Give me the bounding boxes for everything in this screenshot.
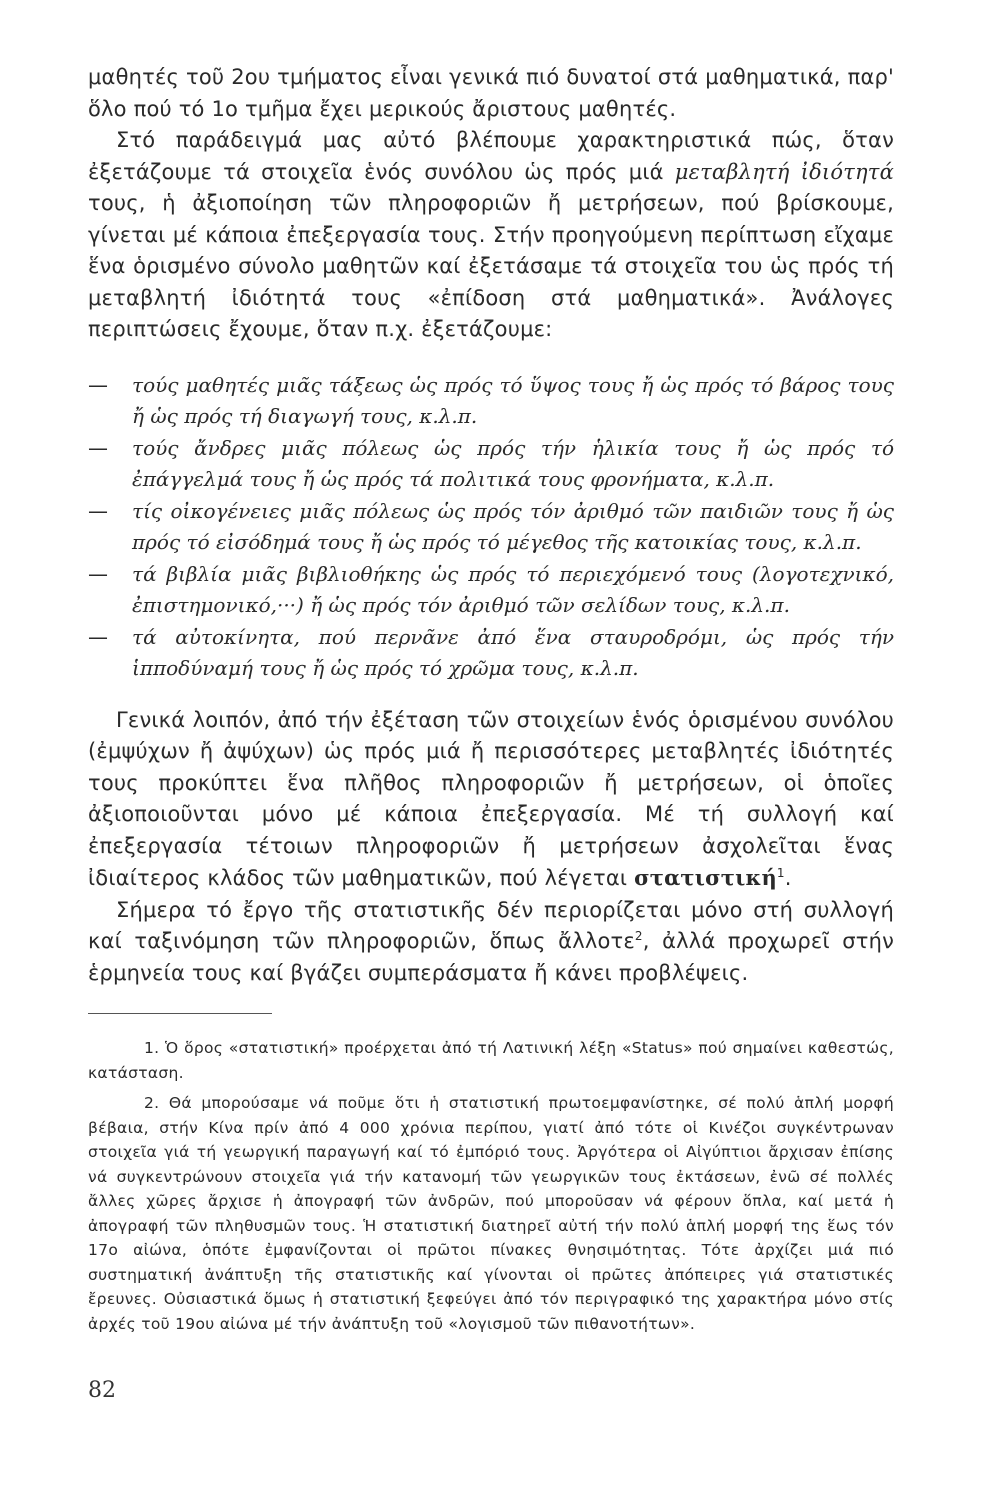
paragraph-4-text-a: Σήμερα τό ἔργο τῆς στατιστικῆς δέν περιορίζεται μόνο στή συλλογή καί ταξινόμηση τῶν πληροφοριῶν, ὅπως ἄλλοτε xyxy=(88,897,894,953)
list-dash: — xyxy=(88,561,108,586)
list-item-text: τίς οἰκογένειες μιᾶς πόλεως ὡς πρός τόν ἀριθμό τῶν παιδιῶν τους ἤ ὡς πρός τό εἰσόδημά τους ἤ ὡς πρός τό μέγεθος τῆς κατοικίας τους, κ.λ.π. xyxy=(132,498,894,554)
paragraph-3-end: . xyxy=(784,866,792,890)
page-number: 82 xyxy=(88,1378,116,1403)
paragraph-1: μαθητές τοῦ 2ου τμήματος εἶναι γενικά πιό δυνατοί στά μαθηματικά, παρ' ὅλο πού τό 1ο τμῆμα ἔχει μερικούς ἄριστους μαθητές. xyxy=(88,65,894,121)
footnote-ref-2[interactable]: 2 xyxy=(634,929,643,943)
paragraph-2-text-b: τους, ἡ ἀξιοποίηση τῶν πληροφοριῶν ἤ μετρήσεων, πού βρίσκουμε, γίνεται μέ κάποια ἐπεξεργασία τους. Στήν προηγούμενη περίπτωση εἴχαμε ἕνα ὁρισμένο σύνολο μαθητῶν καί ἐξετάσαμε τά στοιχεῖα του ὡς πρός τή μεταβλητή ἰδιότητά τους «ἐπίδοση στά μαθηματικά». Ἀνάλογες περιπτώσεις ἔχουμε, ὅταν π.χ. ἐξετάζουμε: xyxy=(88,191,894,341)
list-item xyxy=(88,433,894,496)
paragraph-4-text-b: , ἀλλά προχωρεῖ στήν ἑρμηνεία τους καί βγάζει συμπεράσματα ἤ κάνει προβλέψεις. xyxy=(88,929,895,985)
list-item xyxy=(88,370,894,433)
paragraph-4 xyxy=(88,895,894,990)
list-dash: — xyxy=(88,498,108,523)
list-item-text: τούς ἄνδρες μιᾶς πόλεως ὡς πρός τήν ἡλικία τους ἤ ὡς πρός τό ἐπάγγελμά τους ἤ ὡς πρός τά πολιτικά τους φρονήματα, κ.λ.π. xyxy=(132,435,894,491)
list-item-text: τούς μαθητές μιᾶς τάξεως ὡς πρός τό ὕψος τους ἤ ὡς πρός τό βάρος τους ἤ ὡς πρός τή διαγωγή τους, κ.λ.π. xyxy=(132,372,894,428)
list-dash: — xyxy=(88,435,108,460)
list-item xyxy=(88,496,894,559)
paragraph-2 xyxy=(88,125,894,346)
footnote-divider xyxy=(88,1013,272,1014)
paragraph-3 xyxy=(88,705,894,895)
list-item xyxy=(88,622,894,685)
paragraph-3-text: Γενικά λοιπόν, ἀπό τήν ἐξέταση τῶν στοιχείων ἑνός ὁρισμένου συνόλου (ἐμψύχων ἤ ἀψύχων) ὡς πρός μιά ἤ περισσότερες μεταβλητές ἰδιότητές τους προκύπτει ἕνα πλῆθος πληροφοριῶν ἤ μετρήσεων, οἱ ὁποῖες ἀξιοποιοῦνται μόνο μέ κάποια ἐπεξεργασία. Μέ τή συλλογή καί ἐπεξεργασία τέτοιων πληροφοριῶν ἤ μετρήσεων ἀσχολεῖται ἕνας ἰδιαίτερος κλάδος τῶν μαθηματικῶν, πού λέγεται xyxy=(88,707,894,890)
footnote-1: 1. Ὁ ὅρος «στατιστική» προέρχεται ἀπό τή Λατινική λέξη «Status» πού σημαίνει καθεστώς, κατάσταση. xyxy=(88,1039,894,1082)
examples-list xyxy=(88,370,894,685)
term-statistics: στατιστική xyxy=(634,865,777,890)
list-dash: — xyxy=(88,372,108,397)
list-item-text: τά βιβλία μιᾶς βιβλιοθήκης ὡς πρός τό περιεχόμενό τους (λογοτεχνικό, ἐπιστημονικό,···) ἤ ὡς πρός τόν ἀριθμό τῶν σελίδων τους, κ.λ.π. xyxy=(132,561,894,617)
paragraph-2-emphasis: μεταβλητή ἰδιότητά xyxy=(674,159,894,184)
page-content xyxy=(88,62,894,1342)
footnote-ref-1[interactable]: 1 xyxy=(776,866,785,880)
list-item xyxy=(88,559,894,622)
list-dash: — xyxy=(88,624,108,649)
list-item-text: τά αὐτοκίνητα, πού περνᾶνε ἀπό ἕνα σταυροδρόμι, ὡς πρός τήν ἱπποδύναμή τους ἤ ὡς πρός τό χρῶμα τους, κ.λ.π. xyxy=(132,624,894,680)
footnote-2: 2. Θά μπορούσαμε νά ποῦμε ὅτι ἡ στατιστική πρωτοεμφανίστηκε, σέ πολύ ἁπλή μορφή βέβαια, στήν Κίνα πρίν ἀπό 4 000 χρόνια περίπου, γιατί ἀπό τότε οἱ Κινέζοι συγκέντρωναν στοιχεῖα γιά τή γεωργική παραγωγή καί τό ἐμπόριό τους. Ἀργότερα οἱ Αἰγύπτιοι ἄρχισαν ἐπίσης νά συγκεντρώνουν στοιχεῖα γιά τήν κατανομή τῶν γεωργικῶν τους ἐκτάσεων, ἐνῶ σέ πολλές ἄλλες χῶρες ἄρχισε ἡ ἀπογραφή τῶν ἀνδρῶν, πού μποροῦσαν νά φέρουν ὅπλα, καί μετά ἡ ἀπογραφή τῶν πληθυσμῶν τους. Ἡ στατιστική διατηρεῖ αὐτή τήν πολύ ἁπλή μορφή της ἕως τόν 17ο αἰώνα, ὁπότε ἐμφανίζονται οἱ πρῶτοι πίνακες θνησιμότητας. Τότε ἀρχίζει μιά πιό συστηματική ἀνάπτυξη τῆς στατιστικῆς καί γίνονται οἱ πρῶτες ἀπόπειρες γιά στατιστικές ἔρευνες. Οὐσιαστικά ὅμως ἡ στατιστική ξεφεύγει ἀπό τόν περιγραφικό της χαρακτήρα μόνο στίς ἀρχές τοῦ 19ου αἰώνα μέ τήν ἀνάπτυξη τοῦ «λογισμοῦ τῶν πιθανοτήτων». xyxy=(88,1094,894,1333)
paragraph-2-text-a: Στό παράδειγμά μας αὐτό βλέπουμε χαρακτηριστικά πώς, ὅταν ἐξετάζουμε τά στοιχεῖα ἑνός συνόλου ὡς πρός μιά xyxy=(88,128,894,184)
